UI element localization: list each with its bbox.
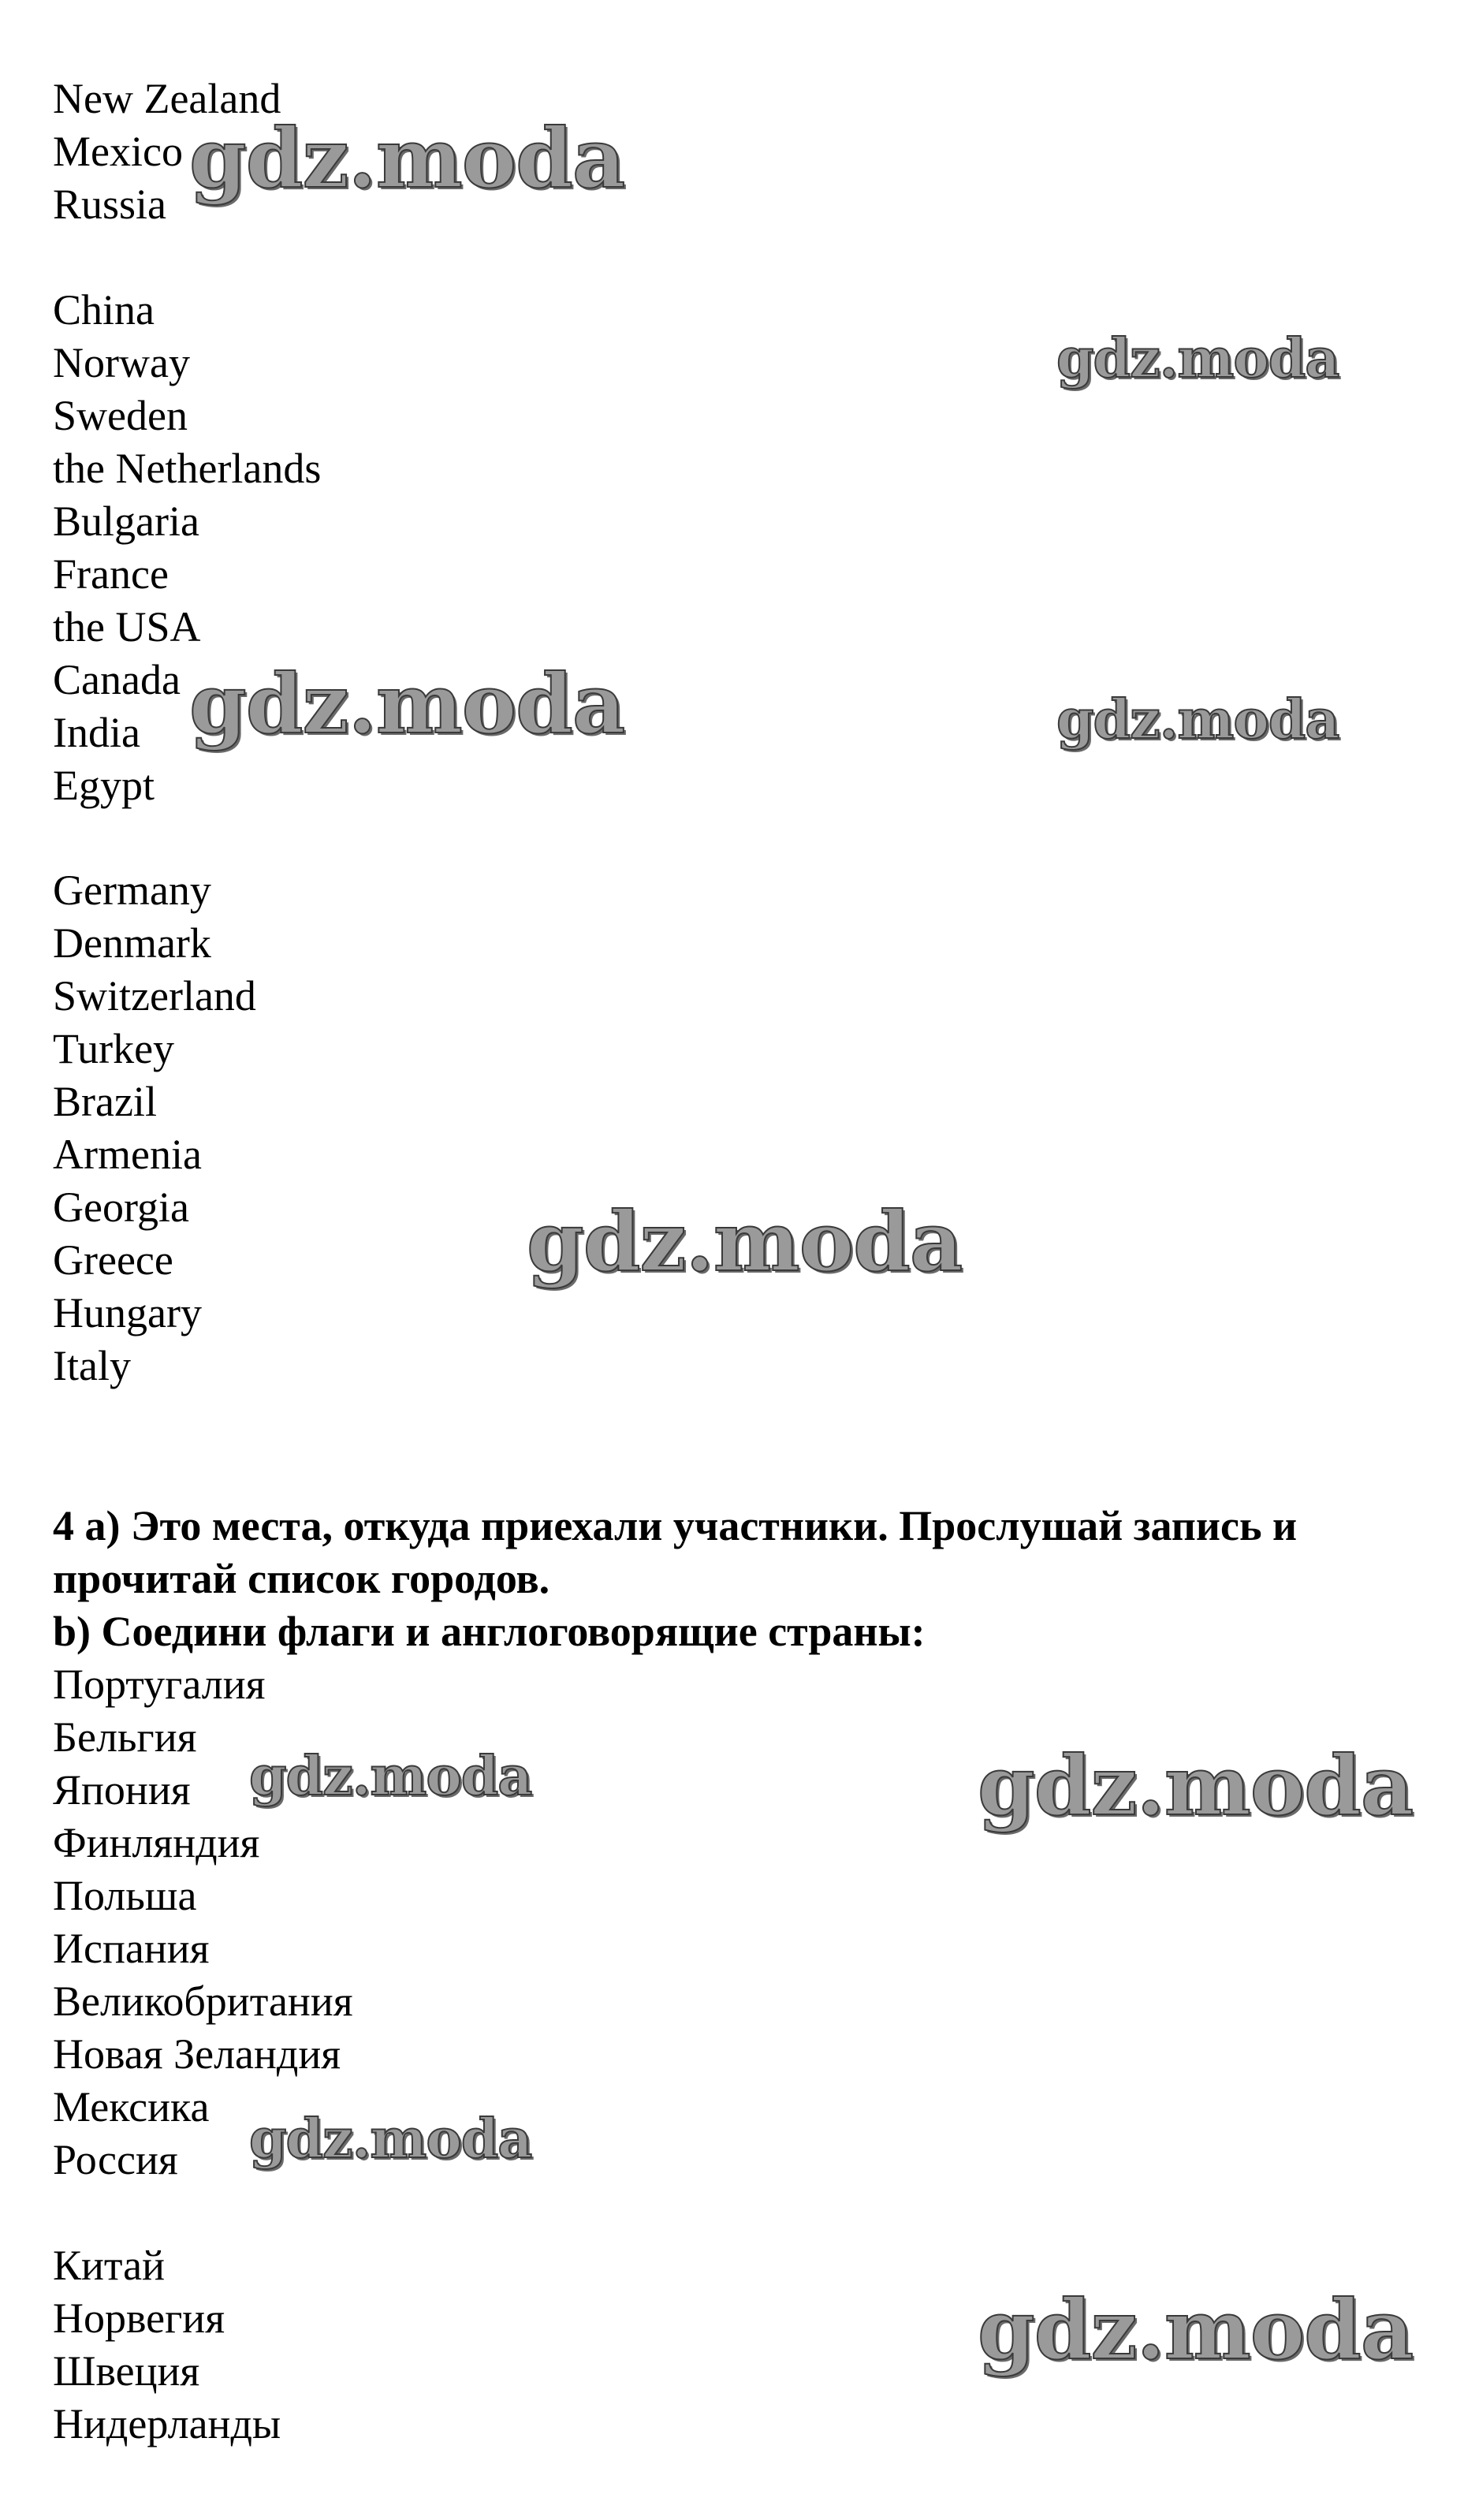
country-en-item: France: [53, 550, 169, 598]
country-en-item: Sweden: [53, 392, 188, 439]
country-en-item: India: [53, 709, 140, 756]
task-heading-a: 4 a) Это места, откуда приехали участники. Прослушай запись и: [53, 1502, 1298, 1549]
country-en-item: China: [53, 286, 155, 334]
watermark-logo: gdz.moda: [527, 1193, 963, 1290]
country-ru-item: Нидерланды: [53, 2400, 281, 2447]
country-ru-item: Испания: [53, 1925, 210, 1972]
country-en-item: Switzerland: [53, 972, 256, 1020]
watermark-logo: gdz.moda: [249, 1745, 532, 1808]
country-en-item: Turkey: [53, 1025, 175, 1072]
country-ru-item: Новая Зеландия: [53, 2030, 341, 2078]
watermark-logo: gdz.moda: [1056, 327, 1339, 390]
watermark-logo: gdz.moda: [189, 110, 625, 207]
task-heading-b: b) Соедини флаги и англоговорящие страны:: [53, 1608, 926, 1655]
country-ru-item: Португалия: [53, 1661, 266, 1708]
country-en-item: Egypt: [53, 762, 155, 809]
watermark-logo: gdz.moda: [1056, 688, 1339, 751]
country-ru-item: Бельгия: [53, 1713, 197, 1761]
watermark-logo: gdz.moda: [189, 655, 625, 752]
country-en-item: Norway: [53, 339, 190, 386]
country-en-item: the Netherlands: [53, 445, 322, 492]
country-en-item: Georgia: [53, 1184, 189, 1231]
country-ru-item: Япония: [53, 1766, 191, 1814]
watermark-logo: gdz.moda: [249, 2108, 532, 2171]
country-ru-item: Польша: [53, 1872, 197, 1919]
country-en-item: Italy: [53, 1342, 131, 1389]
country-en-item: Mexico: [53, 128, 183, 175]
country-ru-item: Мексика: [53, 2083, 210, 2130]
country-en-item: Brazil: [53, 1078, 157, 1125]
country-en-item: Armenia: [53, 1131, 202, 1178]
country-en-item: Canada: [53, 656, 181, 703]
country-ru-item: Швеция: [53, 2347, 200, 2395]
task-heading-a-continued: прочитай список городов.: [53, 1555, 550, 1602]
country-en-item: the USA: [53, 603, 201, 651]
country-ru-item: Финляндия: [53, 1819, 260, 1866]
country-en-item: Germany: [53, 867, 211, 914]
country-en-item: Russia: [53, 181, 167, 228]
watermark-logo: gdz.moda: [978, 1737, 1414, 1834]
country-ru-item: Норвегия: [53, 2294, 225, 2342]
country-ru-item: Китай: [53, 2242, 166, 2289]
country-ru-item: Россия: [53, 2136, 178, 2183]
country-en-item: Hungary: [53, 1289, 202, 1336]
country-ru-item: Великобритания: [53, 1978, 353, 2025]
country-en-item: Greece: [53, 1236, 173, 1284]
country-en-item: New Zealand: [53, 75, 281, 122]
country-en-item: Denmark: [53, 919, 211, 967]
country-en-item: Bulgaria: [53, 498, 199, 545]
watermark-logo: gdz.moda: [978, 2281, 1414, 2378]
